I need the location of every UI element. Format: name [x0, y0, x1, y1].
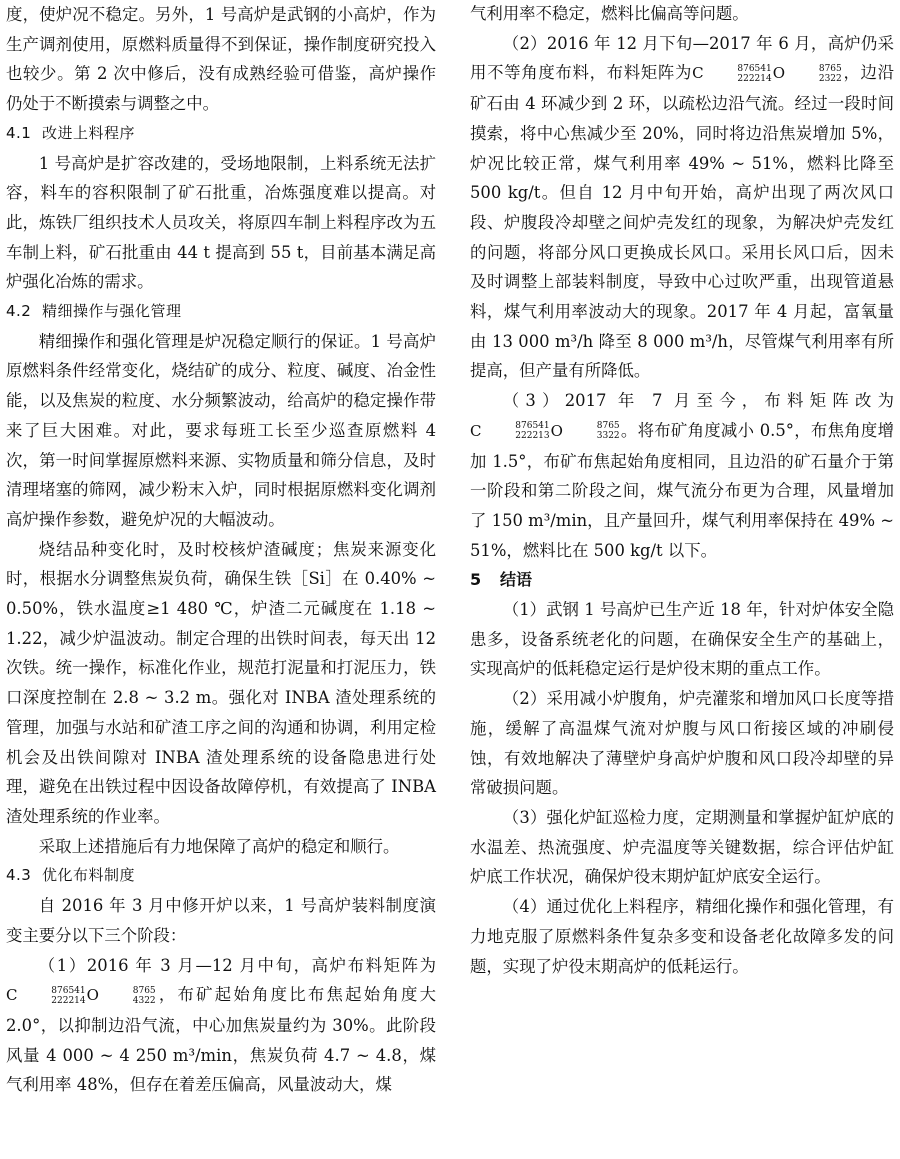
matrix-indices [482, 421, 549, 441]
matrix-sub: 4322 [132, 995, 156, 1006]
continued-paragraph: 气利用率不稳定，燃料比偏高等问题。 [470, 4, 749, 23]
section-number: 4.2 [6, 302, 32, 321]
matrix-symbol: O [772, 64, 786, 83]
matrix-indices [705, 64, 772, 84]
matrix-indices [18, 986, 85, 1006]
matrix-indices [786, 64, 842, 84]
section-4-1-heading [6, 119, 436, 149]
matrix-sup: 8765 [596, 421, 620, 432]
paragraph-with-matrix [470, 29, 894, 386]
matrix-indices [564, 421, 620, 441]
section-title: 结语 [500, 570, 533, 590]
burden-matrix-3 [470, 421, 621, 440]
matrix-sub: 222214 [737, 73, 772, 84]
matrix-indices [100, 986, 156, 1006]
matrix-symbol: O [86, 986, 99, 1005]
section-number: 5 [470, 570, 482, 590]
section-4-2-heading [6, 297, 436, 327]
continued-paragraph: 度，使炉况不稳定。另外，1 号高炉是武钢的小高炉，作为生产调剂使用，原燃料质量得不到保证，操作制度研究投入也较少。第 2 次中修后，没有成熟经验可借鉴，高炉操作仍处于不断摸索与调整之中。 [6, 5, 436, 114]
text-run: ，布矿起始角度比布焦起始角度大 2.0°，以抑制边沿气流，中心加焦炭量约为 30%。此阶段风量 4 000 ~ 4 250 m³/min，焦炭负荷 4.7 ~ 4.8，煤气利用率 48%，但存在着差压偏高，风量波动大，煤 [6, 985, 436, 1095]
burden-matrix-1 [6, 985, 157, 1004]
text-run: ，边沿矿石由 4 环减少到 2 环，以疏松边沿气流。经过一段时间摸索，将中心焦减少至 20%，同时将边沿焦炭增加 5%，炉况比较正常，煤气利用率 49% ~ 51%，燃料比降至 500 kg/t。但自 12 月中旬开始，高炉出现了两次风口段、炉腹段冷却壁之间炉壳发红的现象，为解决炉壳发红的问题，将部分风口更换成长风口。采用长风口后，因未及时调整上部装料制度，导致中心过吹严重，出现管道悬料，煤气利用率波动大的现象。2017 年 4 月起，富氧量由 13 000 m³/h 降至 8 000 m³/h，尽管煤气利用率有所提高，但产量有所降低。 [470, 63, 895, 381]
burden-matrix-2 [692, 63, 843, 82]
conclusion-item: （2）采用减小炉腹角，炉壳灌浆和增加风口长度等措施，缓解了高温煤气流对炉腹与风口衔接区域的冲刷侵蚀，有效地解决了薄壁炉身高炉炉腹和风口段冷却壁的异常破损问题。 [470, 689, 894, 798]
section-5-heading [470, 565, 894, 595]
matrix-symbol: C [6, 986, 18, 1005]
paragraph-with-matrix [6, 951, 436, 1101]
matrix-symbol: C [692, 64, 704, 83]
text-run: （3）2017 年 7 月至今，布料矩阵改为 [502, 391, 894, 411]
section-number: 4.1 [6, 123, 32, 142]
left-column [6, 0, 436, 1159]
section-title: 改进上料程序 [42, 123, 136, 142]
section-title: 优化布料制度 [42, 866, 136, 885]
text-run: （1）2016 年 3 月—12 月中旬，高炉布料矩阵为 [38, 955, 436, 975]
paragraph-with-matrix [470, 386, 894, 565]
matrix-sup: 876541 [51, 985, 86, 996]
matrix-sup: 8765 [132, 985, 156, 996]
conclusion-item: （1）武钢 1 号高炉已生产近 18 年，针对炉体安全隐患多，设备系统老化的问题，在确保安全生产的基础上，实现高炉的低耗稳定运行是炉役末期的重点工作。 [470, 600, 894, 679]
matrix-symbol: C [470, 421, 482, 440]
matrix-sup: 8765 [818, 63, 842, 74]
matrix-sub: 3322 [596, 431, 620, 442]
conclusion-item: （3）强化炉缸巡检力度，定期测量和掌握炉缸炉底的水温差、热流强度、炉壳温度等关键数据，综合评估炉缸炉底工作状况，确保炉役末期炉缸炉底安全运行。 [470, 807, 894, 887]
paragraph: 1 号高炉是扩容改建的，受场地限制，上料系统无法扩容，料车的容积限制了矿石批重，冶炼强度难以提高。对此，炼铁厂组织技术人员攻关，将原四车制上料程序改为五车制上料，矿石批重由 44 t 提高到 55 t，目前基本满足高炉强化冶炼的需求。 [6, 153, 436, 292]
text-run: 。将布矿角度减小 0.5°，布焦角度增加 1.5°，布矿布焦起始角度相同，且边沿的矿石量介于第一阶段和第二阶段之间，煤气流分布更为合理，风量增加了 150 m³/min，且产量回升，煤气利用率保持在 49% ~ 51%，燃料比在 500 kg/t 以下。 [470, 420, 894, 560]
matrix-sup: 876541 [737, 63, 772, 74]
matrix-sub: 222213 [515, 431, 550, 442]
section-number: 4.3 [6, 866, 32, 885]
matrix-sub: 2322 [818, 73, 842, 84]
section-4-3-heading [6, 861, 436, 891]
paragraph: 精细操作和强化管理是炉况稳定顺行的保证。1 号高炉原燃料条件经常变化，烧结矿的成分、粒度、碱度、冶金性能，以及焦炭的粒度、水分频繁波动，给高炉的稳定操作带来了巨大困难。对此，要求每班工长至少巡查原燃料 4 次，第一时间掌握原燃料来源、实物质量和筛分信息，及时清理堵塞的筛网，减少粉末入炉，同时根据原燃料变化调剂高炉操作参数，避免炉况的大幅波动。 [6, 331, 436, 529]
paragraph: 烧结品种变化时，及时校核炉渣碱度；焦炭来源变化时，根据水分调整焦炭负荷，确保生铁［Si］在 0.40% ~ 0.50%，铁水温度≥1 480 ℃，炉渣二元碱度在 1.18 ~ 1.22，减少炉温波动。制定合理的出铁时间表，每天出 12 次铁。统一操作，标准化作业，规范打泥量和打泥压力，铁口深度控制在 2.8 ~ 3.2 m。强化对 INBA 渣处理系统的管理，加强与水站和矿渣工序之间的沟通和协调，利用定检机会及出铁间隙对 INBA 渣处理系统的设备隐患进行处理，避免在出铁过程中因设备故障停机，有效提高了 INBA 渣处理系统的作业率。 [6, 539, 436, 826]
right-column [470, 0, 894, 1159]
matrix-sub: 222214 [51, 995, 86, 1006]
matrix-symbol: O [550, 421, 563, 440]
conclusion-item: （4）通过优化上料程序，精细化操作和强化管理，有力地克服了原燃料条件复杂多变和设备老化故障多发的问题，实现了炉役末期高炉的低耗运行。 [470, 897, 894, 976]
matrix-sup: 876541 [515, 421, 550, 432]
paragraph: 自 2016 年 3 月中修开炉以来，1 号高炉装料制度演变主要分以下三个阶段： [6, 896, 436, 945]
paragraph: 采取上述措施后有力地保障了高炉的稳定和顺行。 [38, 836, 400, 856]
section-title: 精细操作与强化管理 [42, 302, 182, 321]
text-run: （2）2016 年 12 月下旬—2017 年 6 月，高炉仍采用不等角度布料，布料矩阵为 [470, 33, 894, 83]
